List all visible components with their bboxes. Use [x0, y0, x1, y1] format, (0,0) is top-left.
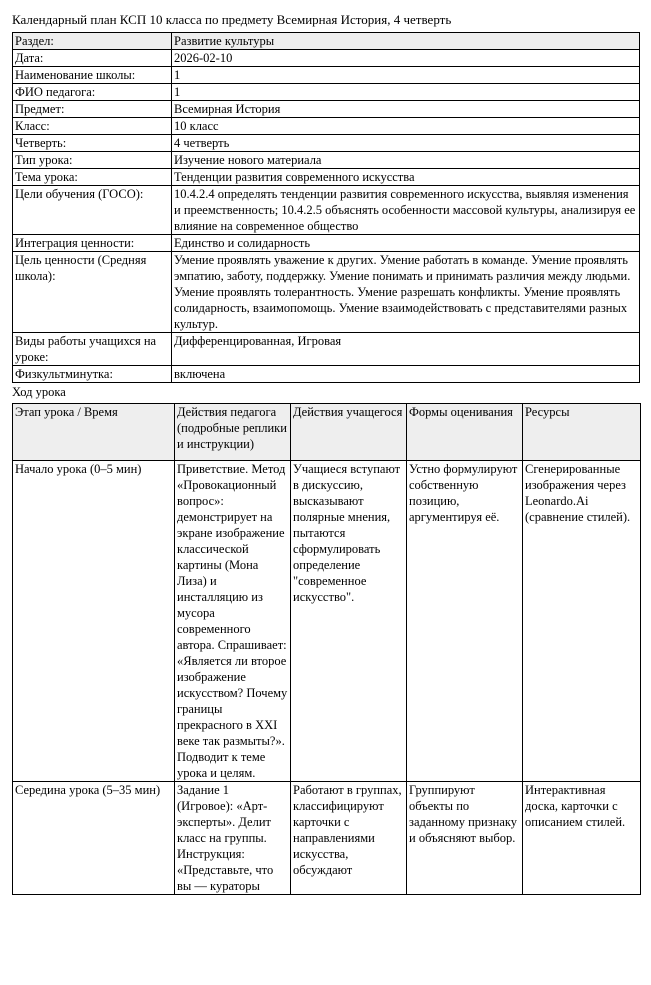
lesson-cell-student: Работают в группах, классифицируют карточки с направлениями искусства, обсуждают [291, 782, 407, 895]
info-value: Всемирная История [172, 101, 640, 118]
info-label: Цели обучения (ГОСО): [13, 186, 172, 235]
info-row [13, 333, 640, 366]
info-value: 2026-02-10 [172, 50, 640, 67]
info-label: Интеграция ценности: [13, 235, 172, 252]
header-assessment: Формы оценивания [407, 404, 523, 461]
lesson-row [13, 461, 641, 782]
info-label: Виды работы учащихся на уроке: [13, 333, 172, 366]
info-label: Цель ценности (Средняя школа): [13, 252, 172, 333]
info-value: 4 четверть [172, 135, 640, 152]
info-label: Наименование школы: [13, 67, 172, 84]
info-row [13, 50, 640, 67]
info-value: 10 класс [172, 118, 640, 135]
info-value: Развитие культуры [172, 33, 640, 50]
info-label: Класс: [13, 118, 172, 135]
info-label: Тип урока: [13, 152, 172, 169]
lesson-table [12, 403, 641, 895]
info-value: 10.4.2.4 определять тенденции развития современного искусства, выявляя изменения и преемственность; 10.4.2.5 объяснять особенности массовой культуры, анализируя ее влияние на современное общество [172, 186, 640, 235]
info-value: 1 [172, 67, 640, 84]
info-row [13, 118, 640, 135]
lesson-header-row [13, 404, 641, 461]
info-row [13, 366, 640, 383]
lesson-cell-resources: Интерактивная доска, карточки с описанием стилей. [523, 782, 641, 895]
info-value: Дифференцированная, Игровая [172, 333, 640, 366]
header-student: Действия учащегося [291, 404, 407, 461]
info-row [13, 67, 640, 84]
info-row [13, 186, 640, 235]
info-row [13, 252, 640, 333]
lesson-section-label: Ход урока [12, 385, 66, 399]
info-value: 1 [172, 84, 640, 101]
info-value: Тенденции развития современного искусства [172, 169, 640, 186]
info-label: Тема урока: [13, 169, 172, 186]
info-label: Дата: [13, 50, 172, 67]
info-label: Физкультминутка: [13, 366, 172, 383]
header-stage: Этап урока / Время [13, 404, 175, 461]
header-teacher: Действия педагога (подробные реплики и инструкции) [175, 404, 291, 461]
info-row [13, 135, 640, 152]
lesson-cell-assessment: Группируют объекты по заданному признаку и объясняют выбор. [407, 782, 523, 895]
lesson-cell-teacher: Приветствие. Метод «Провокационный вопрос»: демонстрирует на экране изображение классической картины (Мона Лиза) и инсталляцию из мусора современного автора. Спрашивает: «Является ли второе изображение искусством? Почему границы прекрасного в XXI веке так размыты?». Подводит к теме урока и целям. [175, 461, 291, 782]
info-table [12, 32, 640, 383]
lesson-cell-student: Учащиеся вступают в дискуссию, высказывают полярные мнения, пытаются сформулировать определение "современное искусство". [291, 461, 407, 782]
info-row [13, 101, 640, 118]
document-title: Календарный план КСП 10 класса по предмету Всемирная История, 4 четверть [12, 12, 452, 27]
info-label: Четверть: [13, 135, 172, 152]
info-row [13, 235, 640, 252]
info-value: включена [172, 366, 640, 383]
info-row [13, 33, 640, 50]
lesson-cell-teacher: Задание 1 (Игровое): «Арт-эксперты». Делит класс на группы. Инструкция: «Представьте, что вы — кураторы [175, 782, 291, 895]
lesson-row [13, 782, 641, 895]
info-value: Изучение нового материала [172, 152, 640, 169]
info-label: Раздел: [13, 33, 172, 50]
lesson-cell-resources: Сгенерированные изображения через Leonardo.Ai (сравнение стилей). [523, 461, 641, 782]
info-value: Единство и солидарность [172, 235, 640, 252]
info-label: Предмет: [13, 101, 172, 118]
info-value: Умение проявлять уважение к других. Умение работать в команде. Умение проявлять эмпатию, заботу, поддержку. Умение понимать и принимать различия между людьми. Умение проявлять толерантность. Умение разрешать конфликты. Умение проявлять солидарность, взаимопомощь. Умение взаимодействовать с представителями разных культур. [172, 252, 640, 333]
info-label: ФИО педагога: [13, 84, 172, 101]
header-resources: Ресурсы [523, 404, 641, 461]
info-row [13, 152, 640, 169]
document [12, 10, 640, 895]
lesson-cell-assessment: Устно формулируют собственную позицию, аргументируя её. [407, 461, 523, 782]
info-row [13, 84, 640, 101]
lesson-cell-stage: Начало урока (0–5 мин) [13, 461, 175, 782]
lesson-cell-stage: Середина урока (5–35 мин) [13, 782, 175, 895]
info-row [13, 169, 640, 186]
